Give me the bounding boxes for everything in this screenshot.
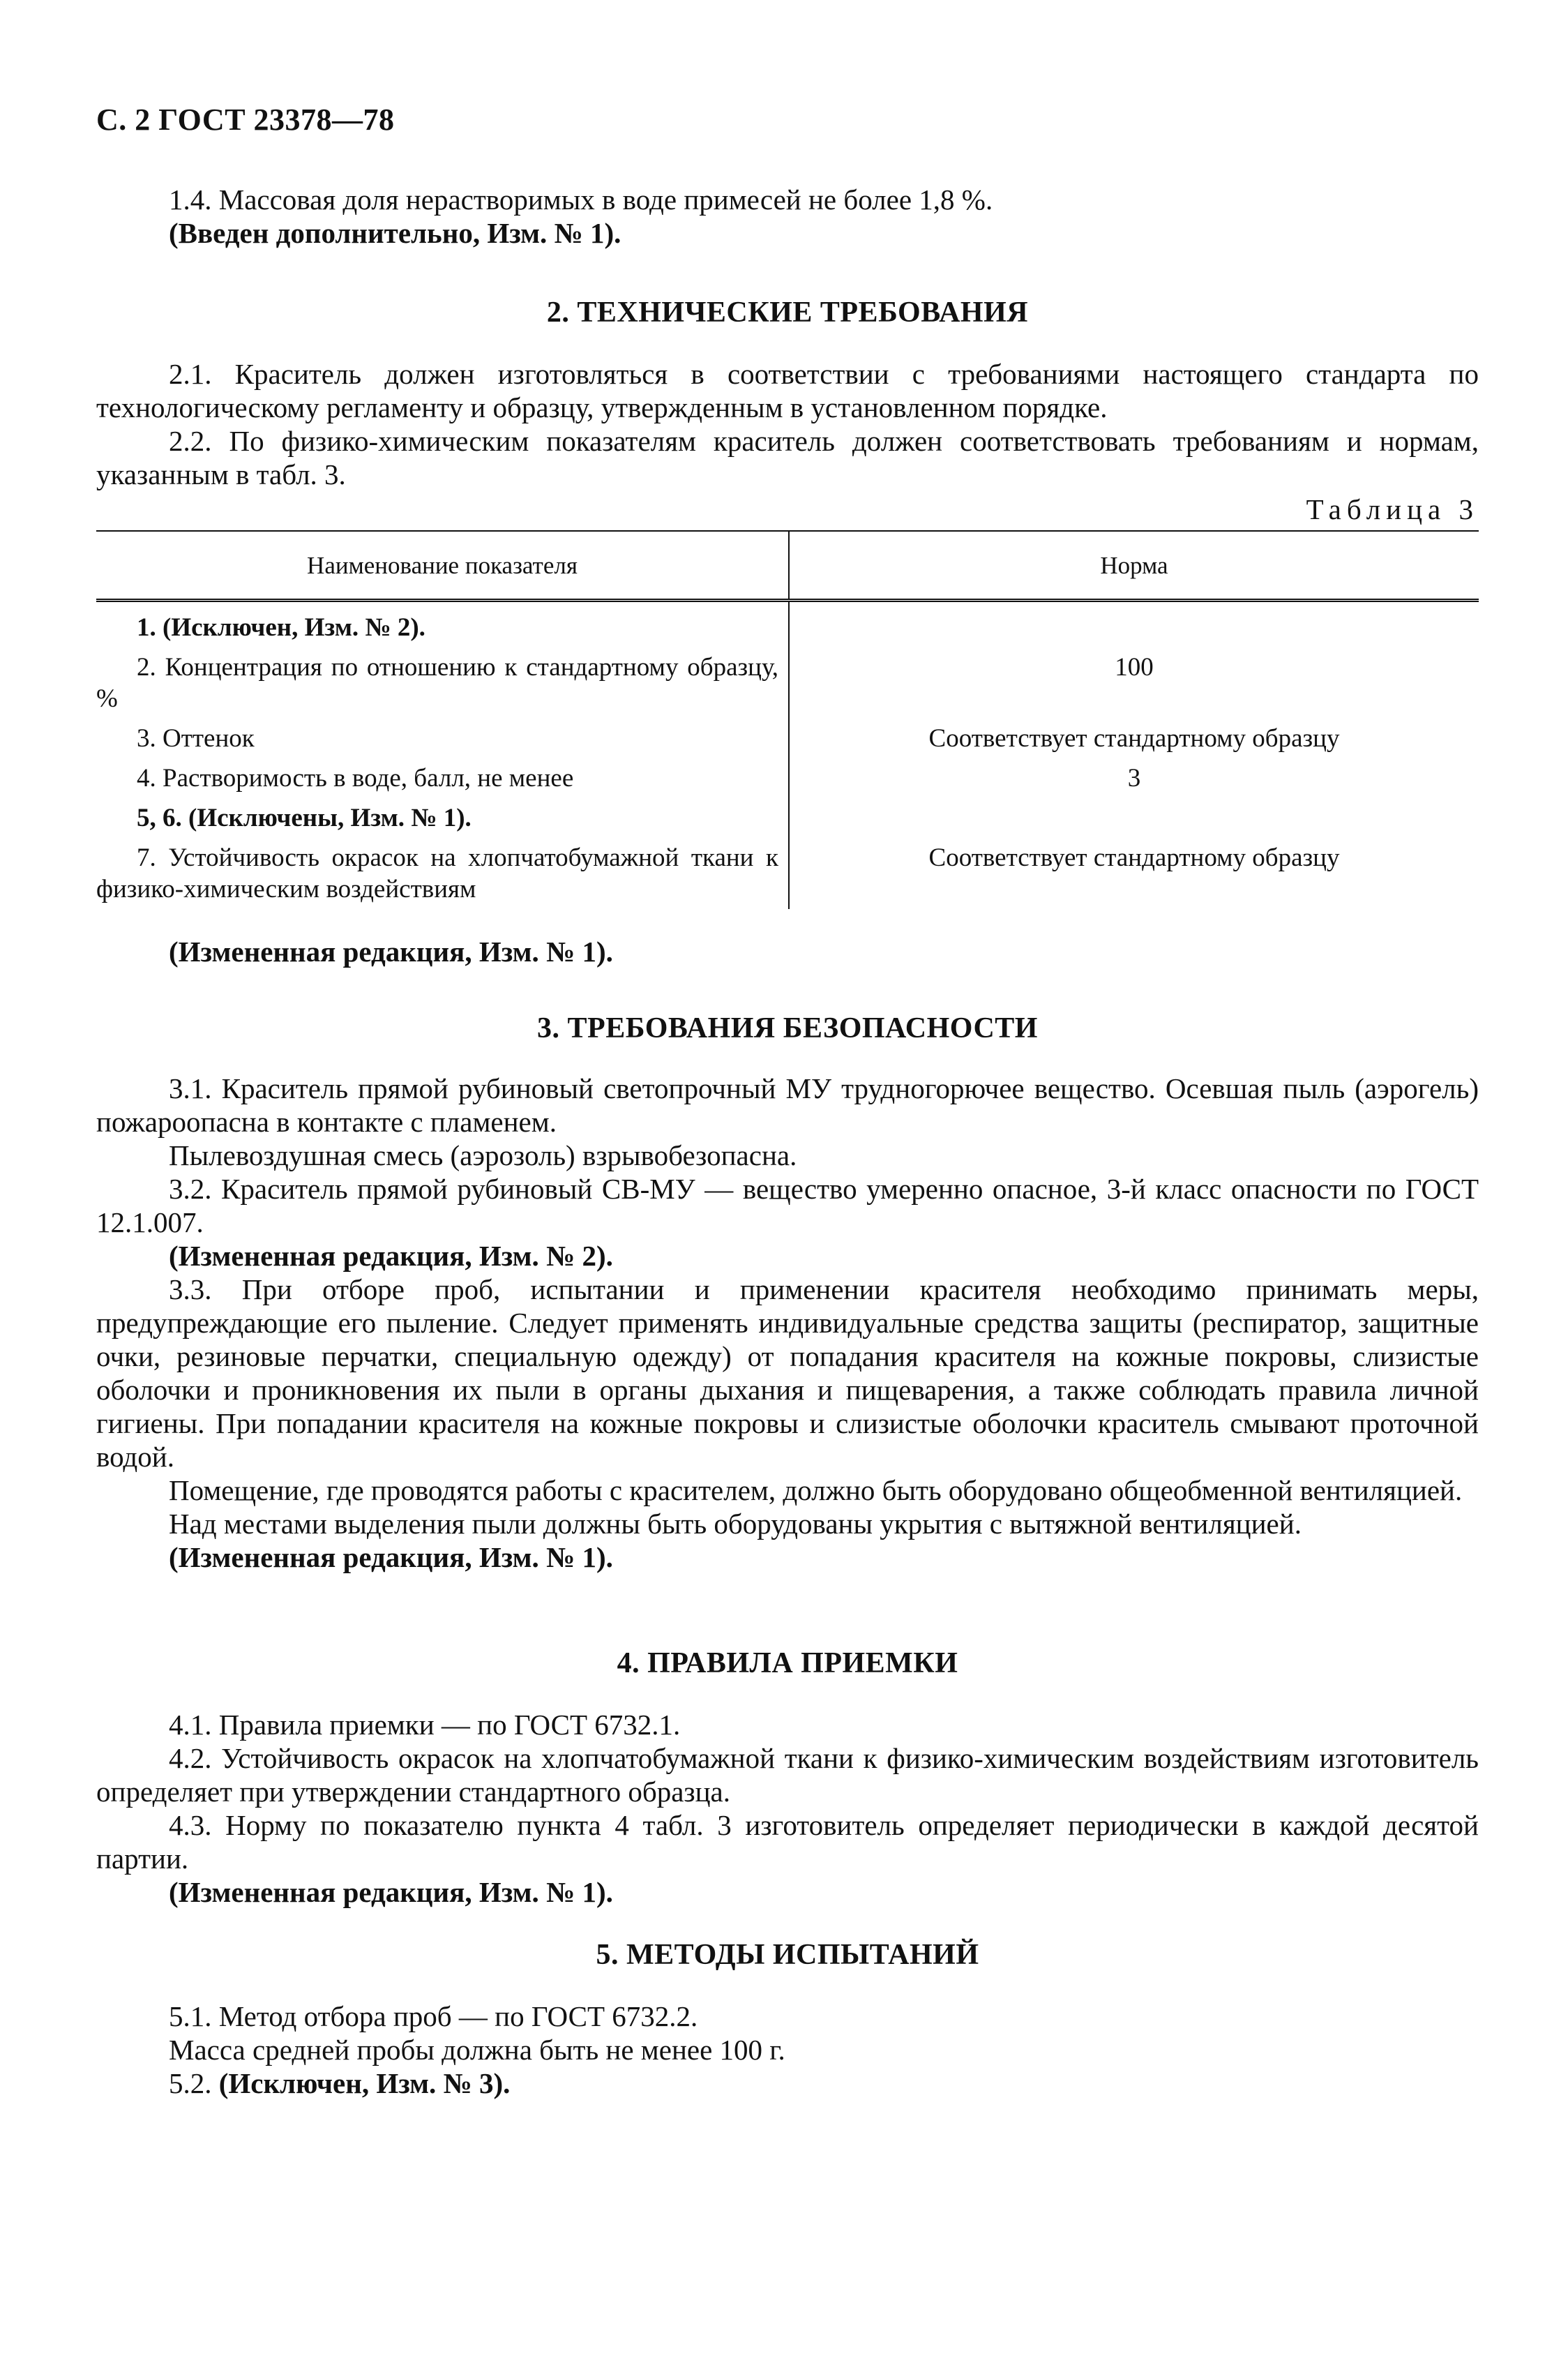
table-cell-indicator: 5, 6. (Исключены, Изм. № 1). bbox=[96, 798, 789, 838]
table-cell-indicator: 4. Растворимость в воде, балл, не менее bbox=[96, 758, 789, 798]
section-5-title: 5. МЕТОДЫ ИСПЫТАНИЙ bbox=[596, 1939, 979, 1971]
amendment-note: (Измененная редакция, Изм. № 2). bbox=[169, 1240, 613, 1272]
intro-section bbox=[96, 183, 1479, 250]
table-cell-norm: Соответствует стандартному образцу bbox=[928, 724, 1340, 753]
table-cell-norm: 100 bbox=[1115, 653, 1154, 682]
paragraph-4-1: 4.1. Правила приемки — по ГОСТ 6732.1. bbox=[169, 1709, 681, 1741]
table-cell-indicator: 1. (Исключен, Изм. № 2). bbox=[96, 601, 789, 648]
paragraph-5-2 bbox=[96, 2066, 1479, 2100]
table-row bbox=[96, 601, 1479, 648]
section-3 bbox=[96, 1012, 1479, 1045]
table-3 bbox=[96, 530, 1479, 909]
amendment-note: (Измененная редакция, Изм. № 1). bbox=[169, 1876, 613, 1908]
table-header-row bbox=[96, 531, 1479, 601]
amendment-note: (Измененная редакция, Изм. № 1). bbox=[169, 1541, 613, 1573]
paragraph-3-2: 3.2. Краситель прямой рубиновый СВ-МУ — вещество умеренно опасное, 3-й класс опасности по ГОСТ 12.1.007. bbox=[96, 1173, 1479, 1238]
section-2 bbox=[96, 296, 1479, 329]
paragraph-1-4: 1.4. Массовая доля нерастворимых в воде примесей не более 1,8 %. bbox=[169, 183, 993, 216]
paragraph-5-1b: Масса средней пробы должна быть не менее 100 г. bbox=[169, 2034, 785, 2066]
paragraph-4-2: 4.2. Устойчивость окрасок на хлопчатобумажной ткани к физико-химическим воздействиям изготовитель определяет при утверждении стандартного образца. bbox=[96, 1742, 1479, 1808]
amendment-note: (Измененная редакция, Изм. № 1). bbox=[169, 936, 613, 968]
table-cell-norm: Соответствует стандартному образцу bbox=[928, 843, 1340, 872]
paragraph-2-1: 2.1. Краситель должен изготовляться в соответствии с требованиями настоящего стандарта по технологическому регламенту и образцу, утвержденным в установленном порядке. bbox=[96, 358, 1479, 423]
section-5 bbox=[96, 1938, 1479, 1972]
table-caption: Таблица 3 bbox=[1306, 493, 1479, 525]
paragraph-3-1b: Пылевоздушная смесь (аэрозоль) взрывобезопасна. bbox=[169, 1139, 797, 1171]
paragraph-3-3b: Помещение, где проводятся работы с красителем, должно быть оборудовано общеобменной вентиляцией. bbox=[169, 1474, 1463, 1506]
table-cell-norm bbox=[789, 798, 1479, 838]
section-4-title: 4. ПРАВИЛА ПРИЕМКИ bbox=[617, 1647, 958, 1679]
table-cell-indicator: 2. Концентрация по отношению к стандартному образцу, % bbox=[96, 647, 789, 719]
amendment-note: (Исключен, Изм. № 3). bbox=[218, 2067, 511, 2099]
section-4 bbox=[96, 1646, 1479, 1680]
table-row bbox=[96, 719, 1479, 758]
amendment-note: (Введен дополнительно, Изм. № 1). bbox=[169, 217, 621, 249]
table-cell-indicator: 7. Устойчивость окрасок на хлопчатобумажной ткани к физико-химическим воздействиям bbox=[96, 838, 789, 909]
paragraph-2-2: 2.2. По физико-химическим показателям краситель должен соответствовать требованиям и нормам, указанным в табл. 3. bbox=[96, 425, 1479, 490]
table-3-wrapper bbox=[96, 522, 1479, 909]
table-cell-norm: 3 bbox=[1127, 764, 1141, 793]
page-header: С. 2 ГОСТ 23378—78 bbox=[96, 103, 395, 137]
paragraph-3-3: 3.3. При отборе проб, испытании и применении красителя необходимо принимать меры, предупреждающие его пыление. Следует применять индивидуальные средства защиты (респиратор, защитные очки, резиновые перчатки, специальную одежду) от попадания красителя на кожные покровы, слизистые оболочки и проникновения их пыли в органы дыхания и пищеварения, а также соблюдать правила личной гигиены. При попадании красителя на кожные покровы и слизистые оболочки краситель смывают проточной водой. bbox=[96, 1273, 1479, 1473]
section-3-title: 3. ТРЕБОВАНИЯ БЕЗОПАСНОСТИ bbox=[537, 1012, 1038, 1044]
paragraph-3-1: 3.1. Краситель прямой рубиновый светопрочный МУ трудногорючее вещество. Осевшая пыль (аэрогель) пожароопасна в контакте с пламенем. bbox=[96, 1072, 1479, 1138]
table-row bbox=[96, 647, 1479, 719]
paragraph-3-3c: Над местами выделения пыли должны быть оборудованы укрытия с вытяжной вентиляцией. bbox=[169, 1508, 1302, 1540]
section-2-body bbox=[96, 357, 1479, 526]
table-header-indicator: Наименование показателя bbox=[96, 531, 789, 601]
section-3-body bbox=[96, 1072, 1479, 1574]
paragraph-5-1: 5.1. Метод отбора проб — по ГОСТ 6732.2. bbox=[169, 2000, 698, 2032]
paragraph-5-2-number: 5.2. bbox=[169, 2067, 212, 2099]
table-cell-indicator: 3. Оттенок bbox=[96, 719, 789, 758]
section-2-note bbox=[96, 935, 1479, 968]
table-row bbox=[96, 758, 1479, 798]
paragraph-4-3: 4.3. Норму по показателю пункта 4 табл. 3 изготовитель определяет периодически в каждой десятой партии. bbox=[96, 1809, 1479, 1875]
table-row bbox=[96, 838, 1479, 909]
table-row bbox=[96, 798, 1479, 838]
section-4-body bbox=[96, 1708, 1479, 1909]
section-5-body bbox=[96, 2000, 1479, 2100]
table-header-norm: Норма bbox=[789, 531, 1479, 601]
table-cell-norm bbox=[789, 601, 1479, 648]
section-2-title: 2. ТЕХНИЧЕСКИЕ ТРЕБОВАНИЯ bbox=[546, 297, 1029, 329]
